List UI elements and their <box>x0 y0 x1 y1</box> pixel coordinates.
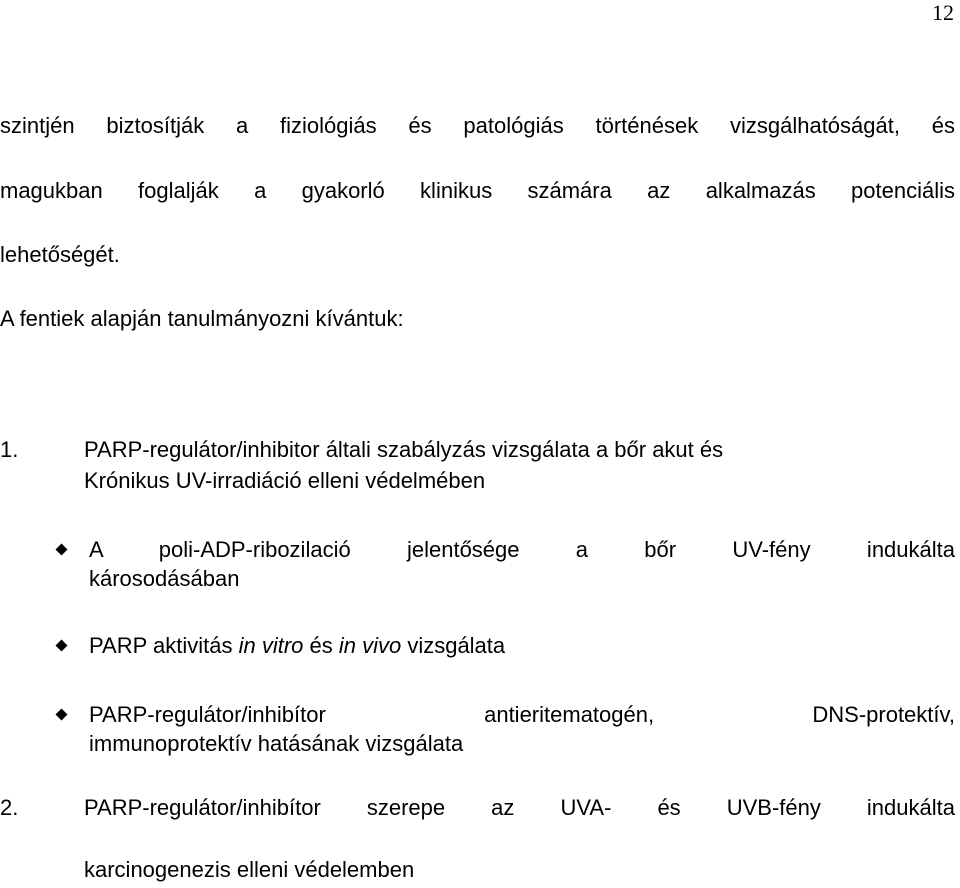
bullet-2-in-vitro: in vitro <box>238 633 304 658</box>
intro-line-2: magukban foglalják a gyakorló klinikus számára az alkalmazás potenciális <box>0 178 955 203</box>
item-2-line-2: karcinogenezis elleni védelemben <box>84 857 415 882</box>
item-1-number: 1. <box>0 437 19 462</box>
bullet-2-part-1: PARP aktivitás <box>89 633 239 658</box>
item-1-line-2: Krónikus UV-irradiáció elleni védelmében <box>84 468 486 493</box>
bullet-icon <box>55 543 68 556</box>
bullet-2-part-3: és <box>303 633 339 658</box>
bullet-2-in-vivo: in vivo <box>338 633 402 658</box>
bullet-icon <box>55 639 68 652</box>
intro-line-4: A fentiek alapján tanulmányozni kívántuk: <box>0 306 404 331</box>
item-1-line-1: PARP-regulátor/inhibitor általi szabályzás vizsgálata a bőr akut és <box>84 437 724 462</box>
bullet-3-line-2: immunoprotektív hatásának vizsgálata <box>89 731 464 756</box>
item-2-line-1: PARP-regulátor/inhibítor szerepe az UVA- és UVB-fény indukálta <box>84 795 955 820</box>
bullet-1-line-2: károsodásában <box>89 566 240 591</box>
bullet-icon <box>55 708 68 721</box>
bullet-3-line-1: PARP-regulátor/inhibítor antieritematogén, DNS-protektív, <box>89 702 955 727</box>
bullet-1-line-1: A poli-ADP-ribozilació jelentősége a bőr UV-fény indukálta <box>89 537 955 562</box>
item-2-number: 2. <box>0 795 19 820</box>
page-number: 12 <box>932 0 954 25</box>
intro-line-1: szintjén biztosítják a fiziológiás és patológiás történések vizsgálhatóságát, és <box>0 113 955 138</box>
bullet-2-text <box>89 633 505 659</box>
bullet-2-part-5: vizsgálata <box>401 633 506 658</box>
intro-line-3: lehetőségét. <box>0 242 120 267</box>
